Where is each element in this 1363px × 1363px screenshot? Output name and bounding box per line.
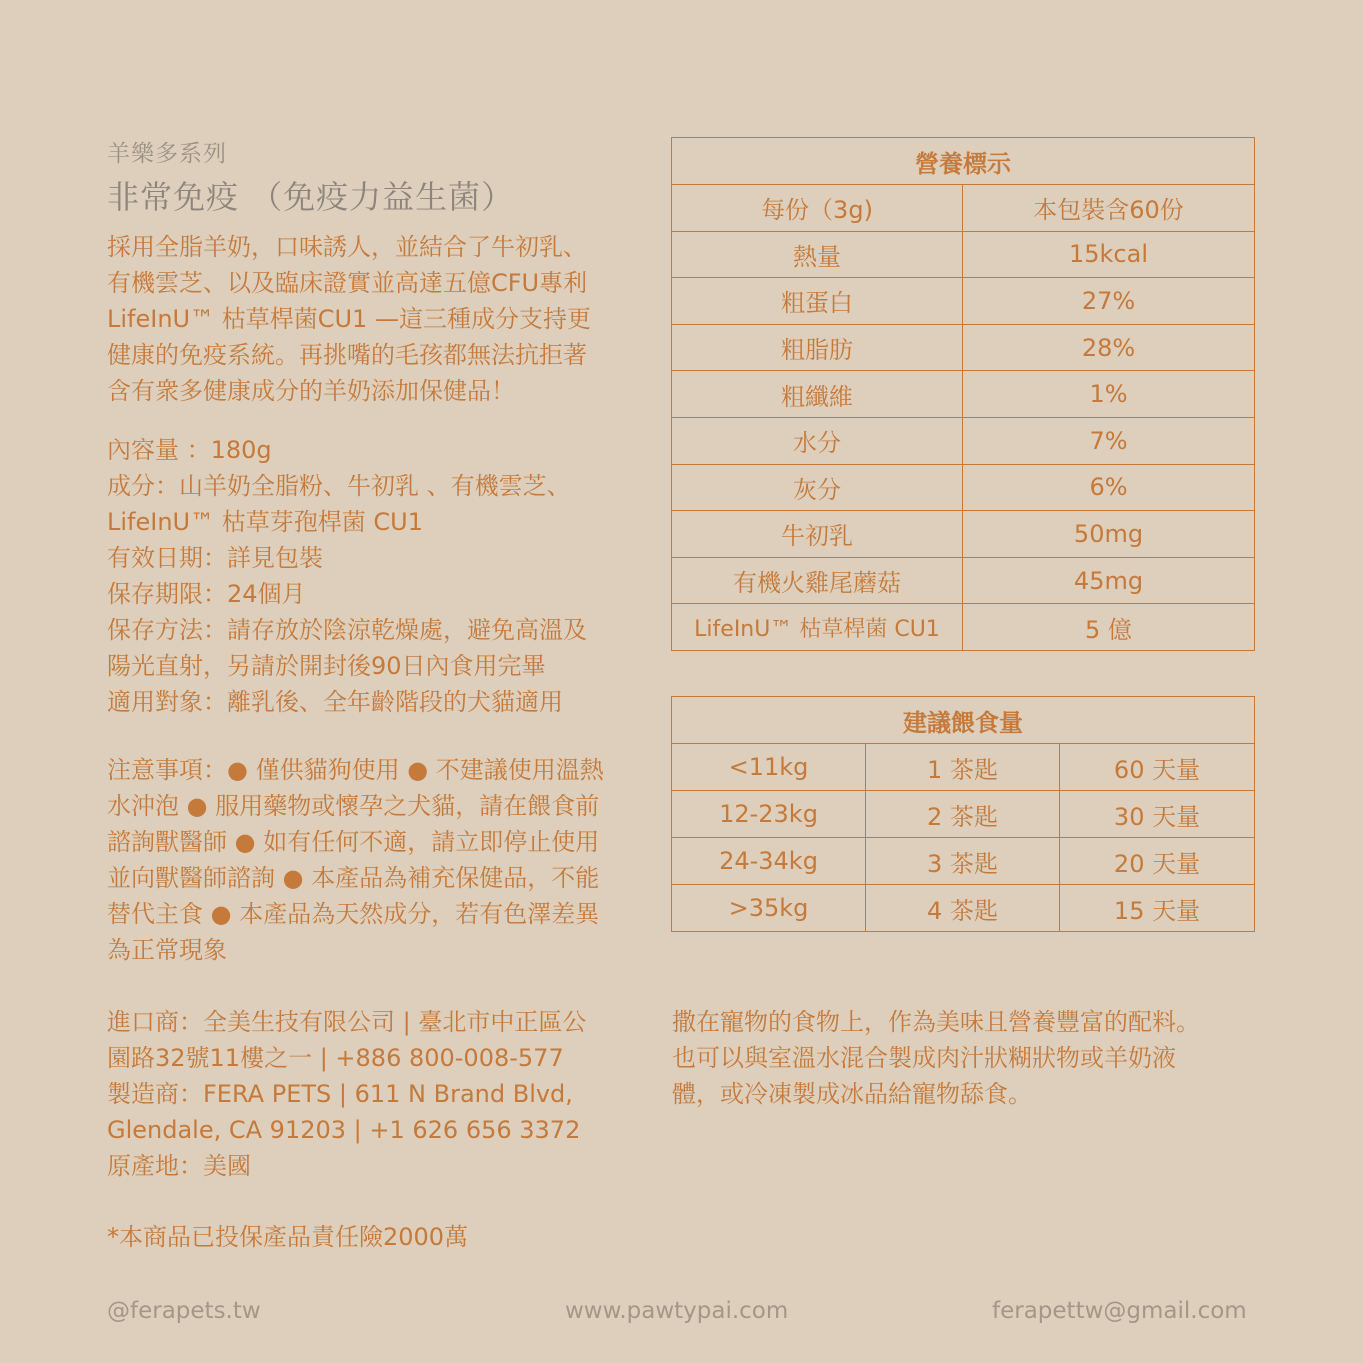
origin-line: 原產地：美國 [107,1152,251,1180]
nutrient-name: 粗脂肪 [672,324,963,371]
dosage: 2 茶匙 [866,791,1060,838]
ingredients-cont: LifeInU™ 枯草芽孢桿菌 CU1 [107,508,423,536]
nutrient-name: 粗蛋白 [672,278,963,325]
email-link[interactable]: ferapettw@gmail.com [992,1298,1247,1324]
table-row [672,744,1255,791]
feeding-table [671,696,1255,932]
importer-line: 園路32號11樓之一 | +886 800-008-577 [107,1044,564,1072]
nutrient-name: 牛初乳 [672,511,963,558]
series-label: 羊樂多系列 [107,141,227,167]
table-row [672,557,1255,604]
table-row [672,838,1255,885]
notice-text: *本商品已投保產品責任險2000萬 [107,1223,469,1251]
caution-line: 為正常現象 [107,936,227,964]
serving-line: 體，或冷凍製成冰品給寵物舔食。 [672,1080,1032,1108]
table-row [672,324,1255,371]
importer-info [107,1004,652,1184]
nutrient-name: 熱量 [672,231,963,278]
table-row [672,231,1255,278]
nutrient-value: 5 億 [963,604,1255,651]
nutrient-value: 7% [963,417,1255,464]
nutrient-name: 水分 [672,417,963,464]
nutrition-header-package: 本包裝含60份 [963,185,1255,232]
expiry-date: 有效日期：詳見包裝 [107,544,323,572]
nutrient-name: 粗纖維 [672,371,963,418]
table-row [672,278,1255,325]
duration: 15 天量 [1060,885,1255,932]
nutrient-value: 28% [963,324,1255,371]
caution-line: 注意事項：● 僅供貓狗使用 ● 不建議使用溫熱 [107,756,604,784]
serving-line: 撒在寵物的食物上，作為美味且營養豐富的配料。 [672,1008,1200,1036]
storage-method-cont: 陽光直射，另請於開封後90日內食用完畢 [107,652,546,680]
nutrient-value: 50mg [963,511,1255,558]
product-title: 非常免疫 （免疫力益生菌） [107,178,515,216]
table-row [672,511,1255,558]
product-facts [107,432,652,720]
description-line: LifeInU™ 枯草桿菌CU1 —這三種成分支持更 [107,305,591,333]
weight-range: >35kg [672,885,866,932]
nutrient-value: 1% [963,371,1255,418]
nutrient-value: 27% [963,278,1255,325]
description-line: 含有衆多健康成分的羊奶添加保健品！ [107,377,515,405]
nutrient-name: 灰分 [672,464,963,511]
manufacturer-line: Glendale, CA 91203 | +1 626 656 3372 [107,1116,581,1144]
weight-range: 24-34kg [672,838,866,885]
caution-line: 諮詢獸醫師 ● 如有任何不適，請立即停止使用 [107,828,600,856]
weight-range: 12-23kg [672,791,866,838]
table-row [672,371,1255,418]
insurance-notice [107,1219,652,1255]
duration: 20 天量 [1060,838,1255,885]
table-row [672,464,1255,511]
table-row [672,885,1255,932]
product-description [107,229,652,409]
dosage: 4 茶匙 [866,885,1060,932]
serving-line: 也可以與室溫水混合製成肉汁狀糊狀物或羊奶液 [672,1044,1176,1072]
description-line: 健康的免疫系統。再挑嘴的毛孩都無法抗拒著 [107,341,587,369]
nutrient-name: LifeInU™ 枯草桿菌 CU1 [672,604,963,651]
dosage: 1 茶匙 [866,744,1060,791]
importer-line: 進口商：全美生技有限公司 | 臺北市中正區公 [107,1008,587,1036]
nutrient-value: 15kcal [963,231,1255,278]
duration: 60 天量 [1060,744,1255,791]
storage-method: 保存方法：請存放於陰涼乾燥處，避免高溫及 [107,616,587,644]
cautions [107,752,652,968]
website-link[interactable]: www.pawtypai.com [565,1298,789,1324]
weight-range: <11kg [672,744,866,791]
caution-line: 水沖泡 ● 服用藥物或懷孕之犬貓，請在餵食前 [107,792,600,820]
duration: 30 天量 [1060,791,1255,838]
table-row [672,791,1255,838]
shelf-life: 保存期限：24個月 [107,580,306,608]
nutrition-title: 營養標示 [672,138,1255,185]
table-row [672,417,1255,464]
dosage: 3 茶匙 [866,838,1060,885]
nutrient-value: 6% [963,464,1255,511]
instagram-handle[interactable]: @ferapets.tw [107,1298,261,1324]
manufacturer-line: 製造商：FERA PETS | 611 N Brand Blvd, [107,1080,573,1108]
content-amount: 內容量 ：180g [107,436,272,464]
nutrient-name: 有機火雞尾蘑菇 [672,557,963,604]
caution-line: 並向獸醫師諮詢 ● 本產品為補充保健品，不能 [107,864,600,892]
serving-suggestion [672,1004,1272,1112]
target-audience: 適用對象：離乳後、全年齡階段的犬貓適用 [107,688,563,716]
description-line: 有機雲芝、以及臨床證實並高達五億CFU專利 [107,269,588,297]
table-row [672,604,1255,651]
description-line: 採用全脂羊奶，口味誘人，並結合了牛初乳、 [107,233,587,261]
ingredients: 成分：山羊奶全脂粉、牛初乳 、有機雲芝、 [107,472,571,500]
caution-line: 替代主食 ● 本產品為天然成分，若有色澤差異 [107,900,600,928]
nutrition-header-serving: 每份（3g) [672,185,963,232]
nutrition-table [671,137,1255,651]
nutrient-value: 45mg [963,557,1255,604]
feeding-title: 建議餵食量 [672,697,1255,744]
